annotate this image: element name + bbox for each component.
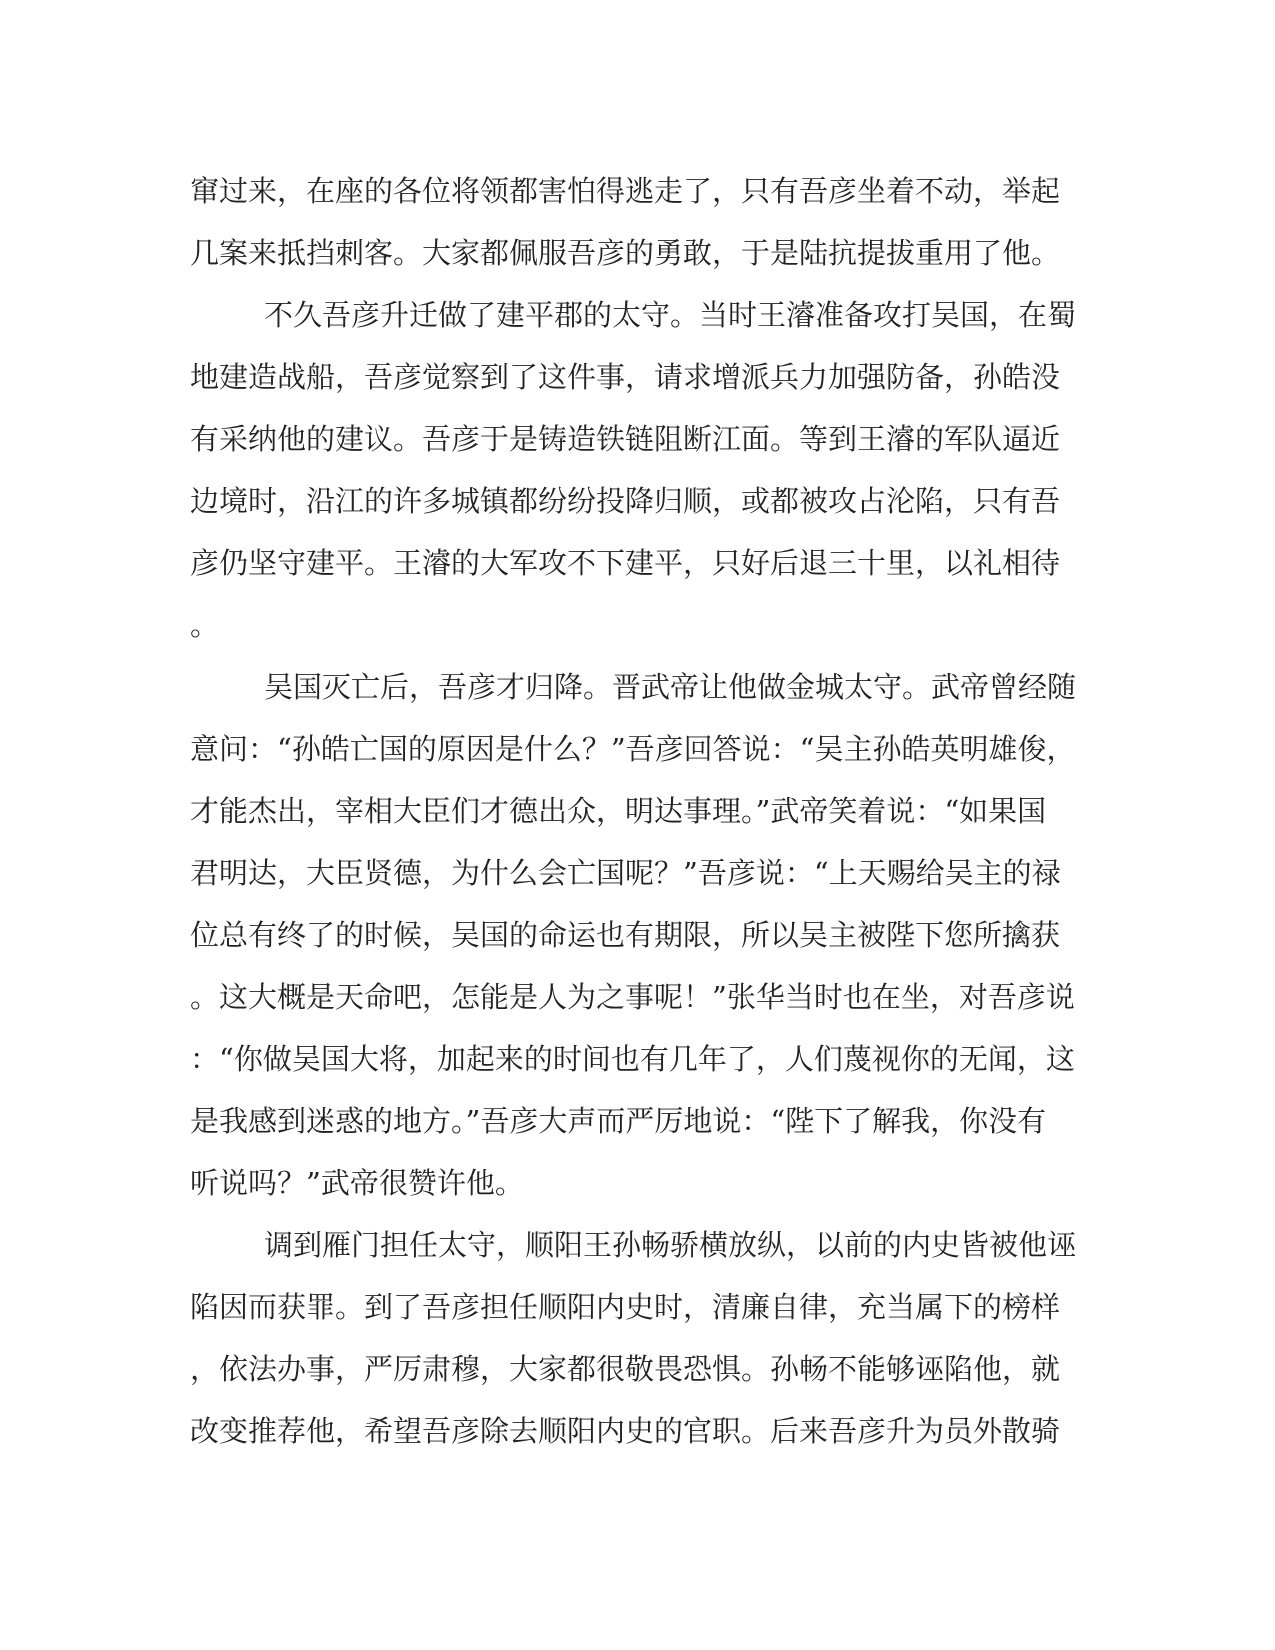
- paragraph-start-line: 吴国灭亡后，吾彦才归降。晋武帝让他做金城太守。武帝曾经随: [264, 670, 1077, 704]
- text-line: 地建造战船，吾彦觉察到了这件事，请求增派兵力加强防备，孙皓没: [190, 360, 1061, 394]
- text-line: ，依法办事，严厉肃穆，大家都很敬畏恐惧。孙畅不能够诬陷他，就: [190, 1352, 1061, 1386]
- text-line: 君明达，大臣贤德，为什么会亡国呢？”吾彦说：“上天赐给吴主的禄: [190, 856, 1061, 890]
- paragraph-start-line: 调到雁门担任太守，顺阳王孙畅骄横放纵，以前的内史皆被他诬: [264, 1228, 1077, 1262]
- text-line: 陷因而获罪。到了吾彦担任顺阳内史时，清廉自律，充当属下的榜样: [190, 1290, 1061, 1324]
- text-line: 边境时，沿江的许多城镇都纷纷投降归顺，或都被攻占沦陷，只有吾: [190, 484, 1061, 518]
- text-line: 彦仍坚守建平。王濬的大军攻不下建平，只好后退三十里，以礼相待: [190, 546, 1061, 580]
- text-line: 才能杰出，宰相大臣们才德出众，明达事理。”武帝笑着说：“如果国: [190, 794, 1047, 828]
- text-line: 意问：“孙皓亡国的原因是什么？”吾彦回答说：“吴主孙皓英明雄俊，: [190, 732, 1076, 766]
- text-line: 窜过来，在座的各位将领都害怕得逃走了，只有吾彦坐着不动，举起: [190, 174, 1061, 208]
- text-line: ：“你做吴国大将，加起来的时间也有几年了，人们蔑视你的无闻，这: [190, 1042, 1075, 1076]
- text-line: 有采纳他的建议。吾彦于是铸造铁链阻断江面。等到王濬的军队逼近: [190, 422, 1061, 456]
- text-line: 位总有终了的时候，吴国的命运也有期限，所以吴主被陛下您所擒获: [190, 918, 1061, 952]
- text-line: 听说吗？”武帝很赞许他。: [190, 1166, 524, 1200]
- text-line: 。这大概是天命吧，怎能是人为之事呢！”张华当时也在坐，对吾彦说: [190, 980, 1075, 1014]
- text-line: 改变推荐他，希望吾彦除去顺阳内史的官职。后来吾彦升为员外散骑: [190, 1414, 1061, 1448]
- text-line: 是我感到迷惑的地方。”吾彦大声而严厉地说：“陛下了解我，你没有: [190, 1104, 1047, 1138]
- text-line: 几案来抵挡刺客。大家都佩服吾彦的勇敢，于是陆抗提拔重用了他。: [190, 236, 1061, 270]
- text-line: 。: [190, 608, 220, 642]
- paragraph-start-line: 不久吾彦升迁做了建平郡的太守。当时王濬准备攻打吴国，在蜀: [264, 298, 1077, 332]
- document-body: [190, 160, 1080, 1462]
